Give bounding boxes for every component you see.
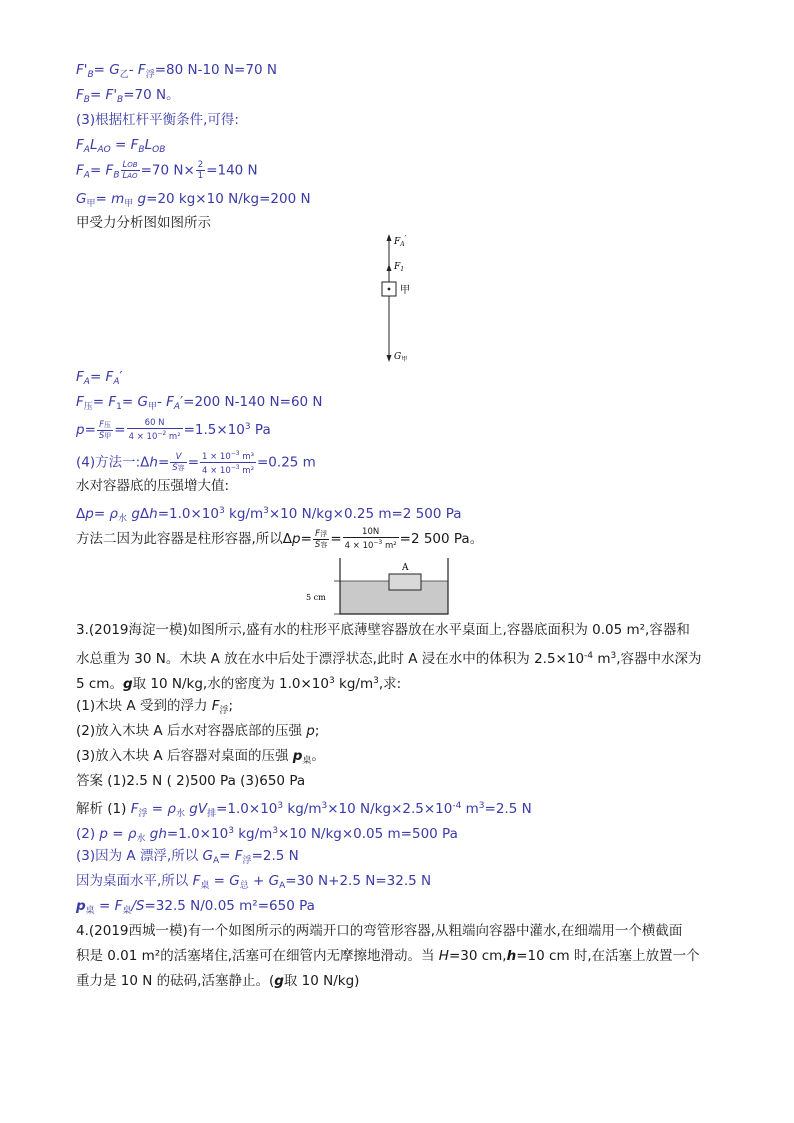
subscript: 排 xyxy=(207,809,217,819)
formula-f-ya xyxy=(76,393,323,416)
q3-text: 水总重为 30 N。木块 A 放在水中后处于漂浮状态,此时 A 浸在水中的体积为 2.5×10 xyxy=(76,651,585,667)
var-f: = F xyxy=(89,369,114,385)
unit: Pa xyxy=(250,422,271,438)
equals: = xyxy=(300,531,312,547)
var-g: = G xyxy=(121,394,148,410)
q3-sub1 xyxy=(76,697,233,720)
subscript: A xyxy=(279,881,286,891)
frac-den: L xyxy=(122,171,128,181)
step-text: (3)因为 A 漂浮,所以 xyxy=(76,848,203,864)
fraction xyxy=(343,527,399,551)
subscript: A xyxy=(83,170,90,181)
formula-value: =1.0×10 xyxy=(166,826,229,842)
label-fa-prime: $F_A'$ xyxy=(394,234,407,248)
frac-num: 2 xyxy=(197,160,204,170)
fraction xyxy=(97,420,113,441)
method-label: (4)方法一:Δ xyxy=(76,454,150,471)
var-rho: = ρ xyxy=(147,801,176,817)
formula-fa-calc xyxy=(76,160,258,185)
subscript: 浮 xyxy=(145,70,155,80)
superscript: 3 xyxy=(263,506,269,516)
q3-text: m xyxy=(593,651,611,667)
subscript: A xyxy=(213,856,220,866)
subscript: 桌 xyxy=(302,756,312,766)
subscript: 甲 xyxy=(104,431,112,440)
force-intro: 甲受力分析图如图所示 xyxy=(76,215,211,231)
fraction xyxy=(313,529,329,550)
var-rho: = ρ xyxy=(93,506,119,522)
water-increase-text: 水对容器底的压强增大值: xyxy=(76,478,230,494)
var-g: g xyxy=(274,973,284,989)
subscript: 浮 xyxy=(219,706,229,716)
equals: = xyxy=(114,422,126,438)
frac-num: L xyxy=(122,160,128,170)
fraction xyxy=(127,418,183,442)
subscript: 桌 xyxy=(200,881,210,891)
subscript: OB xyxy=(152,145,166,155)
formula-value: =2 500 Pa。 xyxy=(399,531,484,547)
formula-value: =70 N。 xyxy=(123,87,180,103)
container-diagram xyxy=(306,556,456,618)
var-p: p xyxy=(292,748,303,764)
subscript: B xyxy=(113,170,120,181)
fraction xyxy=(170,452,186,473)
var-gh: gh xyxy=(145,826,167,842)
step-text: 因为桌面水平,所以 xyxy=(76,873,193,889)
q4-text: 取 10 N/kg) xyxy=(283,973,360,989)
var-g: + G xyxy=(248,873,280,889)
subscript: 水 xyxy=(175,809,185,819)
superscript: −2 xyxy=(157,430,167,437)
equals: = xyxy=(330,531,342,547)
superscript: 3 xyxy=(244,422,251,432)
subscript: 桌 xyxy=(122,906,132,916)
subscript: OB xyxy=(127,161,138,169)
formula-value: =0.25 m xyxy=(257,454,316,471)
q3-sub2 xyxy=(76,722,319,740)
q3-text: ; xyxy=(314,723,320,739)
arrow-up-icon xyxy=(387,264,392,271)
q3-text: 5 cm。 xyxy=(76,676,123,692)
var-f: F xyxy=(192,873,201,889)
prime-mark: ′ xyxy=(119,369,123,385)
center-dot xyxy=(388,288,391,291)
superscript: 3 xyxy=(478,801,485,811)
formula-value: ×10 N/kg×0.05 m=500 Pa xyxy=(278,826,458,842)
depth-label: 5 cm xyxy=(306,593,326,602)
subscript: 水 xyxy=(136,834,146,844)
solution-line1 xyxy=(76,797,532,823)
q3-text: kg/m xyxy=(334,676,374,692)
subscript: 浮 xyxy=(138,809,148,819)
solution-line4 xyxy=(76,872,431,895)
superscript: −3 xyxy=(230,464,240,471)
frac-num: F xyxy=(99,419,105,430)
formula-value: =80 N-10 N=70 N xyxy=(154,62,277,78)
superscript: -4 xyxy=(584,651,594,661)
label-f1: $F_1$ xyxy=(394,262,405,273)
var-h: h xyxy=(149,454,158,471)
formula-value: =140 N xyxy=(206,162,258,179)
subscript: AO xyxy=(127,172,138,180)
subscript: 浮 xyxy=(242,856,252,866)
var-h: h xyxy=(149,506,158,522)
var-g: G xyxy=(202,848,213,864)
subscript: B xyxy=(87,70,94,80)
var-gv: gV xyxy=(184,801,208,817)
var-p: p xyxy=(99,826,108,842)
var-g: = G xyxy=(209,873,240,889)
var-f: F xyxy=(76,87,84,103)
var-f: F xyxy=(76,394,84,410)
superscript: 3 xyxy=(228,826,234,836)
q3-text: ,容器中水深为 xyxy=(616,651,702,667)
var-f: = F xyxy=(94,898,123,914)
q4-line1: 4.(2019西城一模)有一个如图所示的两端开口的弯管形容器,从粗端向容器中灌水,在细端用一个横截面 xyxy=(76,923,683,939)
force-diagram xyxy=(360,232,440,366)
superscript: -4 xyxy=(452,801,462,811)
subscript: A xyxy=(113,377,120,387)
block-a xyxy=(389,574,421,590)
superscript: −3 xyxy=(230,450,240,457)
formula-fb-prime xyxy=(76,61,277,84)
frac-den: 4 × 10 xyxy=(128,432,158,442)
arrow-up-icon xyxy=(387,234,392,241)
unit: m² xyxy=(239,466,254,476)
frac-num: F xyxy=(315,528,321,539)
var-p: p xyxy=(85,506,94,522)
frac-num: 60 N xyxy=(127,418,183,429)
formula-value: =2.5 N xyxy=(251,848,299,864)
var-h: h xyxy=(506,948,517,964)
q4-text: 重力是 10 N 的砝码,活塞静止。( xyxy=(76,973,275,989)
formula-lever xyxy=(76,136,165,159)
formula-fa-eq xyxy=(76,368,123,391)
var-f: F xyxy=(76,137,84,153)
var-s: /S xyxy=(131,898,145,914)
q3-text: ,求: xyxy=(378,676,402,692)
solution-label: 解析 (1) xyxy=(76,801,131,817)
var-f: F xyxy=(76,162,84,179)
q3-line1: 3.(2019海淀一模)如图所示,盛有水的柱形平底薄壁容器放在水平桌面上,容器底面积为 0.05 m²,容器和 xyxy=(76,622,690,638)
var-m: = m xyxy=(95,191,125,207)
var-f: F xyxy=(130,801,139,817)
solution-line3 xyxy=(76,847,299,870)
formula-delta-p xyxy=(76,502,462,528)
formula-fb xyxy=(76,86,180,109)
solution-line2 xyxy=(76,822,458,848)
q3-line3 xyxy=(76,672,401,693)
q4-text: =10 cm 时,在活塞上放置一个 xyxy=(516,948,700,964)
label-g-jia: $G_甲$ xyxy=(394,352,408,363)
formula-g-jia xyxy=(76,190,311,213)
subscript: B xyxy=(138,145,145,155)
var-f: F xyxy=(76,369,84,385)
q4-line2 xyxy=(76,947,700,965)
subscript: 水 xyxy=(118,514,128,524)
var-p: p xyxy=(76,898,86,914)
q3-text: ; xyxy=(228,698,234,714)
q3-text: (3)放入木块 A 后容器对桌面的压强 xyxy=(76,748,293,764)
unit: kg/m xyxy=(233,826,273,842)
q4-text: 积是 0.01 m²的活塞堵住,活塞可在细管内无摩擦地滑动。当 xyxy=(76,948,439,964)
formula-method2 xyxy=(76,527,483,551)
superscript: 3 xyxy=(219,506,225,516)
var-f: - F xyxy=(128,62,146,78)
frac-den: S xyxy=(172,463,178,473)
superscript: 3 xyxy=(328,676,335,686)
superscript: 3 xyxy=(277,801,284,811)
delta: Δ xyxy=(76,506,86,522)
var-f: = F xyxy=(92,394,117,410)
q3-text: 。 xyxy=(311,748,325,764)
frac-den: S xyxy=(98,430,105,441)
formula-method1 xyxy=(76,449,316,476)
q3-text: (2)放入木块 A 后水对容器底部的压强 xyxy=(76,723,307,739)
var-g: G xyxy=(76,191,87,207)
q4-text: =30 cm, xyxy=(448,948,507,964)
var-f: = F xyxy=(89,162,114,179)
method-label: 方法二因为此容器是柱形容器,所以Δ xyxy=(76,531,293,547)
subscript: B xyxy=(117,95,124,105)
unit: kg/m xyxy=(283,801,322,817)
subscript: 甲 xyxy=(147,402,157,412)
superscript: 3 xyxy=(321,801,328,811)
block-a-label: A xyxy=(402,563,409,573)
var-p: p xyxy=(306,723,315,739)
formula-value: =1.0×10 xyxy=(157,506,219,522)
equals: = xyxy=(84,422,96,438)
fraction xyxy=(196,160,205,181)
frac-den: 4 × 10 xyxy=(344,541,374,551)
subscript: A xyxy=(83,377,90,387)
subscript: 容 xyxy=(320,540,328,549)
formula-value: =70 N× xyxy=(140,162,195,179)
formula-value: =30 N+2.5 N=32.5 N xyxy=(285,873,432,889)
q3-line2 xyxy=(76,647,702,668)
formula-value: =2.5 N xyxy=(484,801,532,817)
var-f: = F xyxy=(110,137,139,153)
formula-value: ×10 N/kg×0.25 m=2 500 Pa xyxy=(268,506,462,522)
answer-line: 答案 (1)2.5 N ( 2)500 Pa (3)650 Pa xyxy=(76,773,306,789)
step3-text: (3)根据杠杆平衡条件,可得: xyxy=(76,112,239,128)
solution-line5 xyxy=(76,897,315,920)
subscript: 乙 xyxy=(119,70,129,80)
subscript: 压 xyxy=(83,402,93,412)
var-p: p xyxy=(292,531,301,547)
superscript: 3 xyxy=(610,651,617,661)
frac-num: 1 × 10 xyxy=(202,452,231,462)
formula-p-calc xyxy=(76,418,271,442)
subscript: A xyxy=(83,145,90,155)
subscript: 容 xyxy=(177,464,185,472)
fraction xyxy=(121,160,140,181)
unit: m² xyxy=(382,541,397,551)
var-g: = G xyxy=(93,62,120,78)
equals: = xyxy=(157,454,170,471)
var-f: F' xyxy=(76,62,88,78)
label-jia: 甲 xyxy=(400,285,410,296)
q4-line3 xyxy=(76,972,359,990)
var-p: p xyxy=(76,422,85,438)
var-f: - F xyxy=(156,394,174,410)
subscript: 总 xyxy=(239,881,249,891)
subscript: 1 xyxy=(116,402,122,412)
unit: kg/m xyxy=(224,506,264,522)
formula-value: =1.0×10 xyxy=(216,801,278,817)
q3-text: 取 10 N/kg,水的密度为 1.0×10 xyxy=(132,676,329,692)
superscript: 3 xyxy=(272,826,279,836)
frac-den: S xyxy=(314,539,321,550)
unit: m² xyxy=(166,432,181,442)
formula-value: =32.5 N/0.05 m²=650 Pa xyxy=(144,898,315,914)
delta: Δ xyxy=(139,506,150,522)
var-g: g xyxy=(122,676,133,692)
superscript: 3 xyxy=(373,676,379,686)
subscript: 浮 xyxy=(320,529,328,538)
subscript: B xyxy=(83,95,90,105)
subscript: A xyxy=(173,402,181,412)
unit: m xyxy=(461,801,479,817)
frac-num: 10N xyxy=(343,527,399,538)
formula-value: =1.5×10 xyxy=(183,422,245,438)
formula-value: ′=200 N-140 N=60 N xyxy=(180,394,323,410)
equals: = xyxy=(187,454,199,471)
frac-den: 1 xyxy=(197,171,204,181)
subscript: 压 xyxy=(104,420,112,429)
subscript: 甲 xyxy=(124,199,134,209)
arrow-down-icon xyxy=(387,355,392,362)
var-f: F xyxy=(211,698,220,714)
frac-den: 4 × 10 xyxy=(202,466,231,476)
var-g: g xyxy=(127,506,140,522)
var-g: g xyxy=(133,191,147,207)
q3-sub3 xyxy=(76,747,325,770)
fraction xyxy=(200,449,256,476)
formula-value: =20 kg×10 N/kg=200 N xyxy=(146,191,311,207)
subscript: 桌 xyxy=(85,906,95,916)
frac-num: V xyxy=(170,452,186,463)
subscript: 甲 xyxy=(86,199,96,209)
superscript: −3 xyxy=(373,539,383,546)
var-f: = F xyxy=(219,848,243,864)
var-rho: = ρ xyxy=(108,826,137,842)
unit: m³ xyxy=(239,452,254,462)
formula-value: ×10 N/kg×2.5×10 xyxy=(327,801,453,817)
subscript: AO xyxy=(97,145,111,155)
q3-text: (1)木块 A 受到的浮力 xyxy=(76,698,212,714)
var-l: L xyxy=(144,137,153,153)
step-label: (2) xyxy=(76,826,100,842)
var-h-upper: H xyxy=(438,948,449,964)
var-l: L xyxy=(89,137,98,153)
var-f: = F' xyxy=(89,87,118,103)
